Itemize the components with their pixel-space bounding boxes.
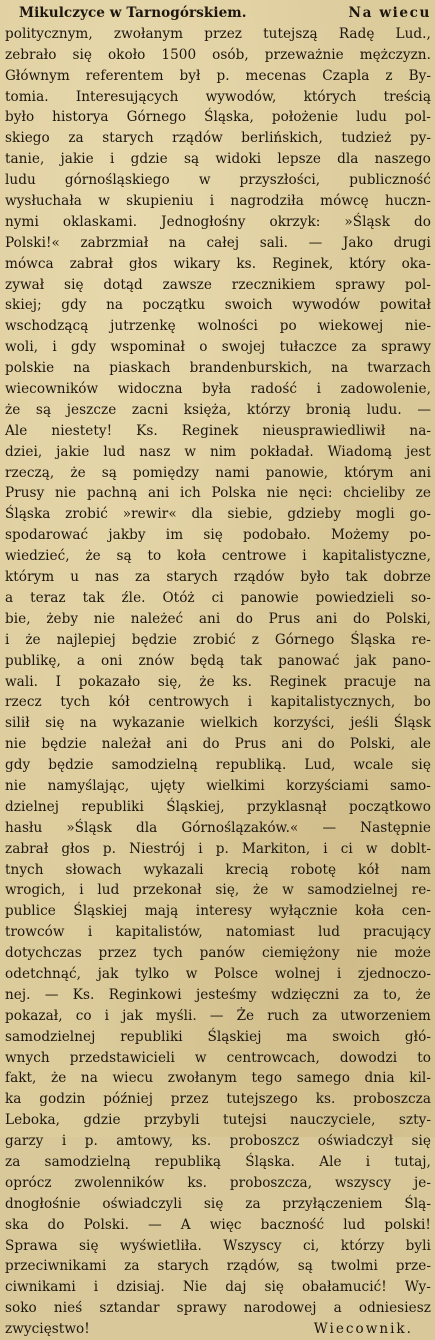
article-line: tnych słowach wykazali krecią robotę kół nam <box>5 861 431 878</box>
article-line: tanie, jakie i gdzie są widoki lepsze dla naszego <box>5 151 431 168</box>
article-line: silił się na wykazanie wielkich korzyści, jeśli Śląsk <box>5 715 431 732</box>
article-line: ska do Polski. — A więc baczność lud polski! <box>5 1216 431 1233</box>
article-line: hasłu »Śląsk dla Górnoślązaków.« — Następnie <box>5 819 431 836</box>
article-column <box>5 3 431 1340</box>
article-line: zabrał głos p. Niestrój i p. Markiton, i ci w doblt- <box>5 840 431 857</box>
article-line: i że najlepiej będzie zrobić z Górnego Śląska re- <box>5 631 431 648</box>
article-line: a teraz tak źle. Otóż ci panowie powiedzieli so- <box>5 589 431 606</box>
article-line: pokazał, co i jak myśli. — Że ruch za utworzeniem <box>5 1007 431 1024</box>
article-line: rzecz tych kół centrowych i kapitalistycznych, bo <box>5 694 431 711</box>
article-line: było historya Górnego Śląska, położenie ludu pol- <box>5 109 431 126</box>
article-line: skiej; gdy na początku swoich wywodów powitał <box>5 297 431 314</box>
article-line: Polski!« zabrzmiał na całej sali. — Jako drugi <box>5 234 431 251</box>
article-line: skiego za starych rządów berlińskich, tudzież py- <box>5 130 431 147</box>
article-line: zywał się dotąd zawsze rzecznikiem sprawy pol- <box>5 276 431 293</box>
article-line: Prusy nie pachną ani ich Polska nie nęci: chcieliby ze <box>5 485 431 502</box>
article-line: ludu górnośląskiego w przyszłości, publiczność <box>5 172 431 189</box>
article-line: ka godzin później przez tutejszego ks. proboszcza <box>5 1091 431 1108</box>
article-line: nymi oklaskami. Jednogłośny okrzyk: »Śląsk do <box>5 213 431 230</box>
article-body <box>5 24 431 1319</box>
article-line: politycznym, zwołanym przez tutejszą Radę Lud., <box>5 25 431 42</box>
article-line: wysłuchała w skupieniu i nagrodziła mówcę huczn- <box>5 193 431 210</box>
article-heading <box>5 3 431 24</box>
article-line: Sprawa się wyświetliła. Wszyscy ci, którzy byli <box>5 1237 431 1254</box>
article-line: dzielnej republiki Śląskiej, przyklasnął początkowo <box>5 798 431 815</box>
article-line: trowców i kapitalistów, natomiast lud pracujący <box>5 924 431 941</box>
article-lead: Na wiecu <box>348 5 431 21</box>
article-line: wschodzącą jutrzenkę wolności po wiekowej nie- <box>5 318 431 335</box>
article-line: spodarować jakby im się podobało. Możemy po- <box>5 527 431 544</box>
article-line: Leboka, gdzie przybyli tutejsi nauczyciele, szty- <box>5 1112 431 1129</box>
article-line: publikę, a oni znów będą tak panować jak pano- <box>5 652 431 669</box>
article-line: odetchnąć, jak tylko w Polsce wolnej i zjednoczo- <box>5 965 431 982</box>
article-line: polskie na piaskach brandenburskich, na twarzach <box>5 360 431 377</box>
article-line: wiecowników widoczna była radość i zadowolenie, <box>5 381 431 398</box>
article-line: wrogich, i lud przekonał się, że w samodzielnej re- <box>5 882 431 899</box>
article-final-words: zwycięstwo! <box>5 1321 90 1338</box>
article-line: wnych przedstawicieli w centrowcach, dowodzi to <box>5 1049 431 1066</box>
article-line: że są jeszcze zacni księża, którzy bronią ludu. — <box>5 401 431 418</box>
article-line: bie, żeby nie należeć ani do Prus ani do Polski, <box>5 610 431 627</box>
article-line: dziei, jakie lud nasz w nim pokładał. Wiadomą jest <box>5 443 431 460</box>
article-line: woli, i gdy wspominał o swojej tułaczce za sprawy <box>5 339 431 356</box>
article-line: nie namyślając, ujęty wielkimi korzyściami samo- <box>5 777 431 794</box>
article-line: oprócz zwolenników ks. proboszcza, wszyscy je- <box>5 1174 431 1191</box>
article-line: fakt, że na wiecu zwołanym tego samego dnia kil- <box>5 1070 431 1087</box>
article-title: Mikulczyce w Tarnogórskiem. <box>19 5 247 21</box>
article-line: soko nieś sztandar sprawy narodowej a odniesiesz <box>5 1300 431 1317</box>
article-line: samodzielnej republiki Śląskiej ma swoich głó- <box>5 1028 431 1045</box>
article-line: publice Śląskiej mają interesy wyłącznie koła cen- <box>5 903 431 920</box>
article-line: dnogłośnie oświadczyli się za przyłączeniem Ślą- <box>5 1195 431 1212</box>
article-line: tomia. Interesujących wywodów, których treścią <box>5 88 431 105</box>
article-line: rzeczą, że są pomiędzy nami panowie, którym ani <box>5 464 431 481</box>
article-line: mówca zabrał głos wikary ks. Reginek, który oka- <box>5 255 431 272</box>
article-line: Głównym referentem był p. mecenas Czapla z By- <box>5 67 431 84</box>
article-line: przeciwnikami za starych rządów, są twolmi prze- <box>5 1258 431 1275</box>
article-line: zebrało się około 1500 osób, przeważnie mężczyzn. <box>5 46 431 63</box>
article-line: wali. I pokazało się, że ks. Reginek pracuje na <box>5 673 431 690</box>
article-line: ciwnikami i dzisiaj. Nie daj się obałamucić! Wy- <box>5 1279 431 1296</box>
article-signature: Wiecownik. <box>313 1321 413 1338</box>
article-line: garzy i p. amtowy, ks. proboszcz oświadczył się <box>5 1133 431 1150</box>
article-line: dotychczas przez tych panów ciemiężony nie może <box>5 945 431 962</box>
article-line: nie będzie należał ani do Prus ani do Polski, ale <box>5 736 431 753</box>
article-line: którym u nas za starych rządów było tak dobrze <box>5 569 431 586</box>
article-line: Ale niestety! Ks. Reginek nieusprawiedliwił na- <box>5 422 431 439</box>
article-line: Śląska zrobić »rewir« dla siebie, gdzieby mogli go- <box>5 506 431 523</box>
article-line: nej. — Ks. Reginkowi jesteśmy wdzięczni za to, że <box>5 986 431 1003</box>
article-line: wiedzieć, że są to koła centrowe i kapitalistyczne, <box>5 548 431 565</box>
article-closing-line <box>5 1319 431 1340</box>
article-line: za samodzielną republiką Śląska. Ale i tutaj, <box>5 1153 431 1170</box>
article-line: gdy będzie samodzielną republiką. Lud, wcale się <box>5 757 431 774</box>
